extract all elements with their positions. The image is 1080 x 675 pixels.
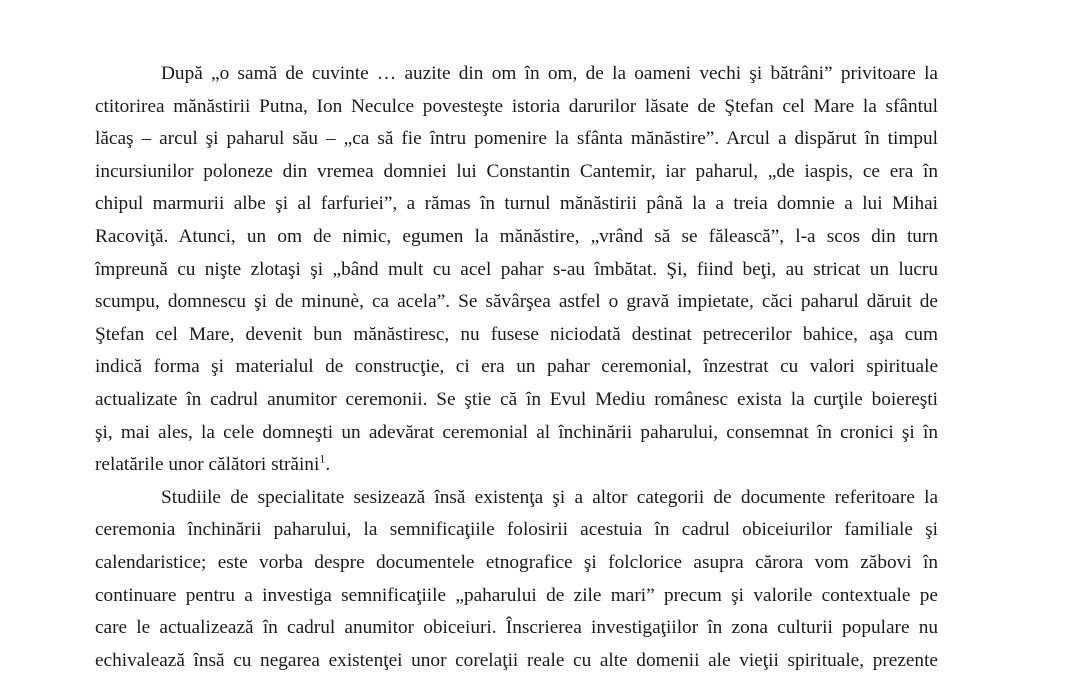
- text-line: care le actualizează în cadrul anumitor obiceiuri. Înscrierea investigaţiilor în zona culturii populare nu: [95, 617, 938, 639]
- text-line: ceremonia închinării paharului, la semnificaţiile folosirii acestuia în cadrul obiceiurilor familiale şi: [95, 519, 938, 541]
- text-line: continuare pentru a investiga semnificaţiile „paharului de zile mari” precum şi valorile contextuale pe: [95, 584, 938, 606]
- text-line: incursiunilor poloneze din vremea domniei lui Constantin Cantemir, iar paharul, „de iaspis, ce era în: [95, 160, 938, 182]
- footnote-marker[interactable]: 1: [319, 451, 326, 466]
- text-line: ctitorirea mănăstirii Putna, Ion Neculce povesteşte istoria darurilor lăsate de Ştefan cel Mare la sfântul: [95, 95, 938, 117]
- text-line: chipul marmurii albe şi al farfuriei”, a rămas în turnul mănăstirii până la a treia domnie a lui Mihai: [95, 193, 938, 215]
- paragraph-2: [95, 482, 938, 675]
- text-line: După „o samă de cuvinte … auzite din om în om, de la oameni vechi şi bătrâni” privitoare la: [161, 63, 938, 84]
- text-line: Racoviţă. Atunci, un om de nimic, egumen la mănăstire, „vrând să se fălească”, l-a scos din turn: [95, 225, 938, 247]
- body-text: [95, 58, 938, 675]
- text-line: actualizate în cadrul anumitor ceremonii. Se ştie că în Evul Mediu românesc exista la curţile boiereşti: [95, 388, 938, 410]
- text-line: echivalează însă cu negarea existenţei unor corelaţii reale cu alte domenii ale vieţii spirituale, prezente: [95, 649, 938, 671]
- end-punctuation: .: [325, 454, 331, 476]
- text-line: Studiile de specialitate sesizează însă existenţa şi a altor categorii de documente referitoare la: [161, 486, 938, 508]
- text-line: scumpu, domnescu şi de minunè, ca acela”. Se săvârşea astfel o gravă impietate, căci paharul dăruit de: [95, 291, 938, 313]
- text-line: indică forma şi materialul de construcţie, ci era un pahar ceremonial, înzestrat cu valori spirituale: [95, 356, 938, 378]
- text-line: calendaristice; este vorba despre documentele etnografice şi folclorice asupra cărora vom zăbovi în: [95, 551, 938, 573]
- text-line: relatările unor călători străini: [95, 454, 320, 476]
- text-line: Ştefan cel Mare, devenit bun mănăstiresc, nu fusese niciodată destinat petrecerilor bahice, aşa cum: [95, 323, 938, 345]
- text-line: împreună cu nişte zlotaşi şi „bând mult cu acel pahar s-au îmbătat. Şi, fiind beţi, au stricat un lucru: [95, 258, 938, 280]
- text-line: lăcaş – arcul şi paharul său – „ca să fie întru pomenire la sfânta mănăstire”. Arcul a dispărut în timpul: [95, 128, 938, 150]
- paragraph-1: [95, 58, 938, 482]
- text-line-last: [95, 449, 938, 482]
- text-line: şi, mai ales, la cele domneşti un adevărat ceremonial al închinării paharului, consemnat în cronici şi în: [95, 421, 938, 443]
